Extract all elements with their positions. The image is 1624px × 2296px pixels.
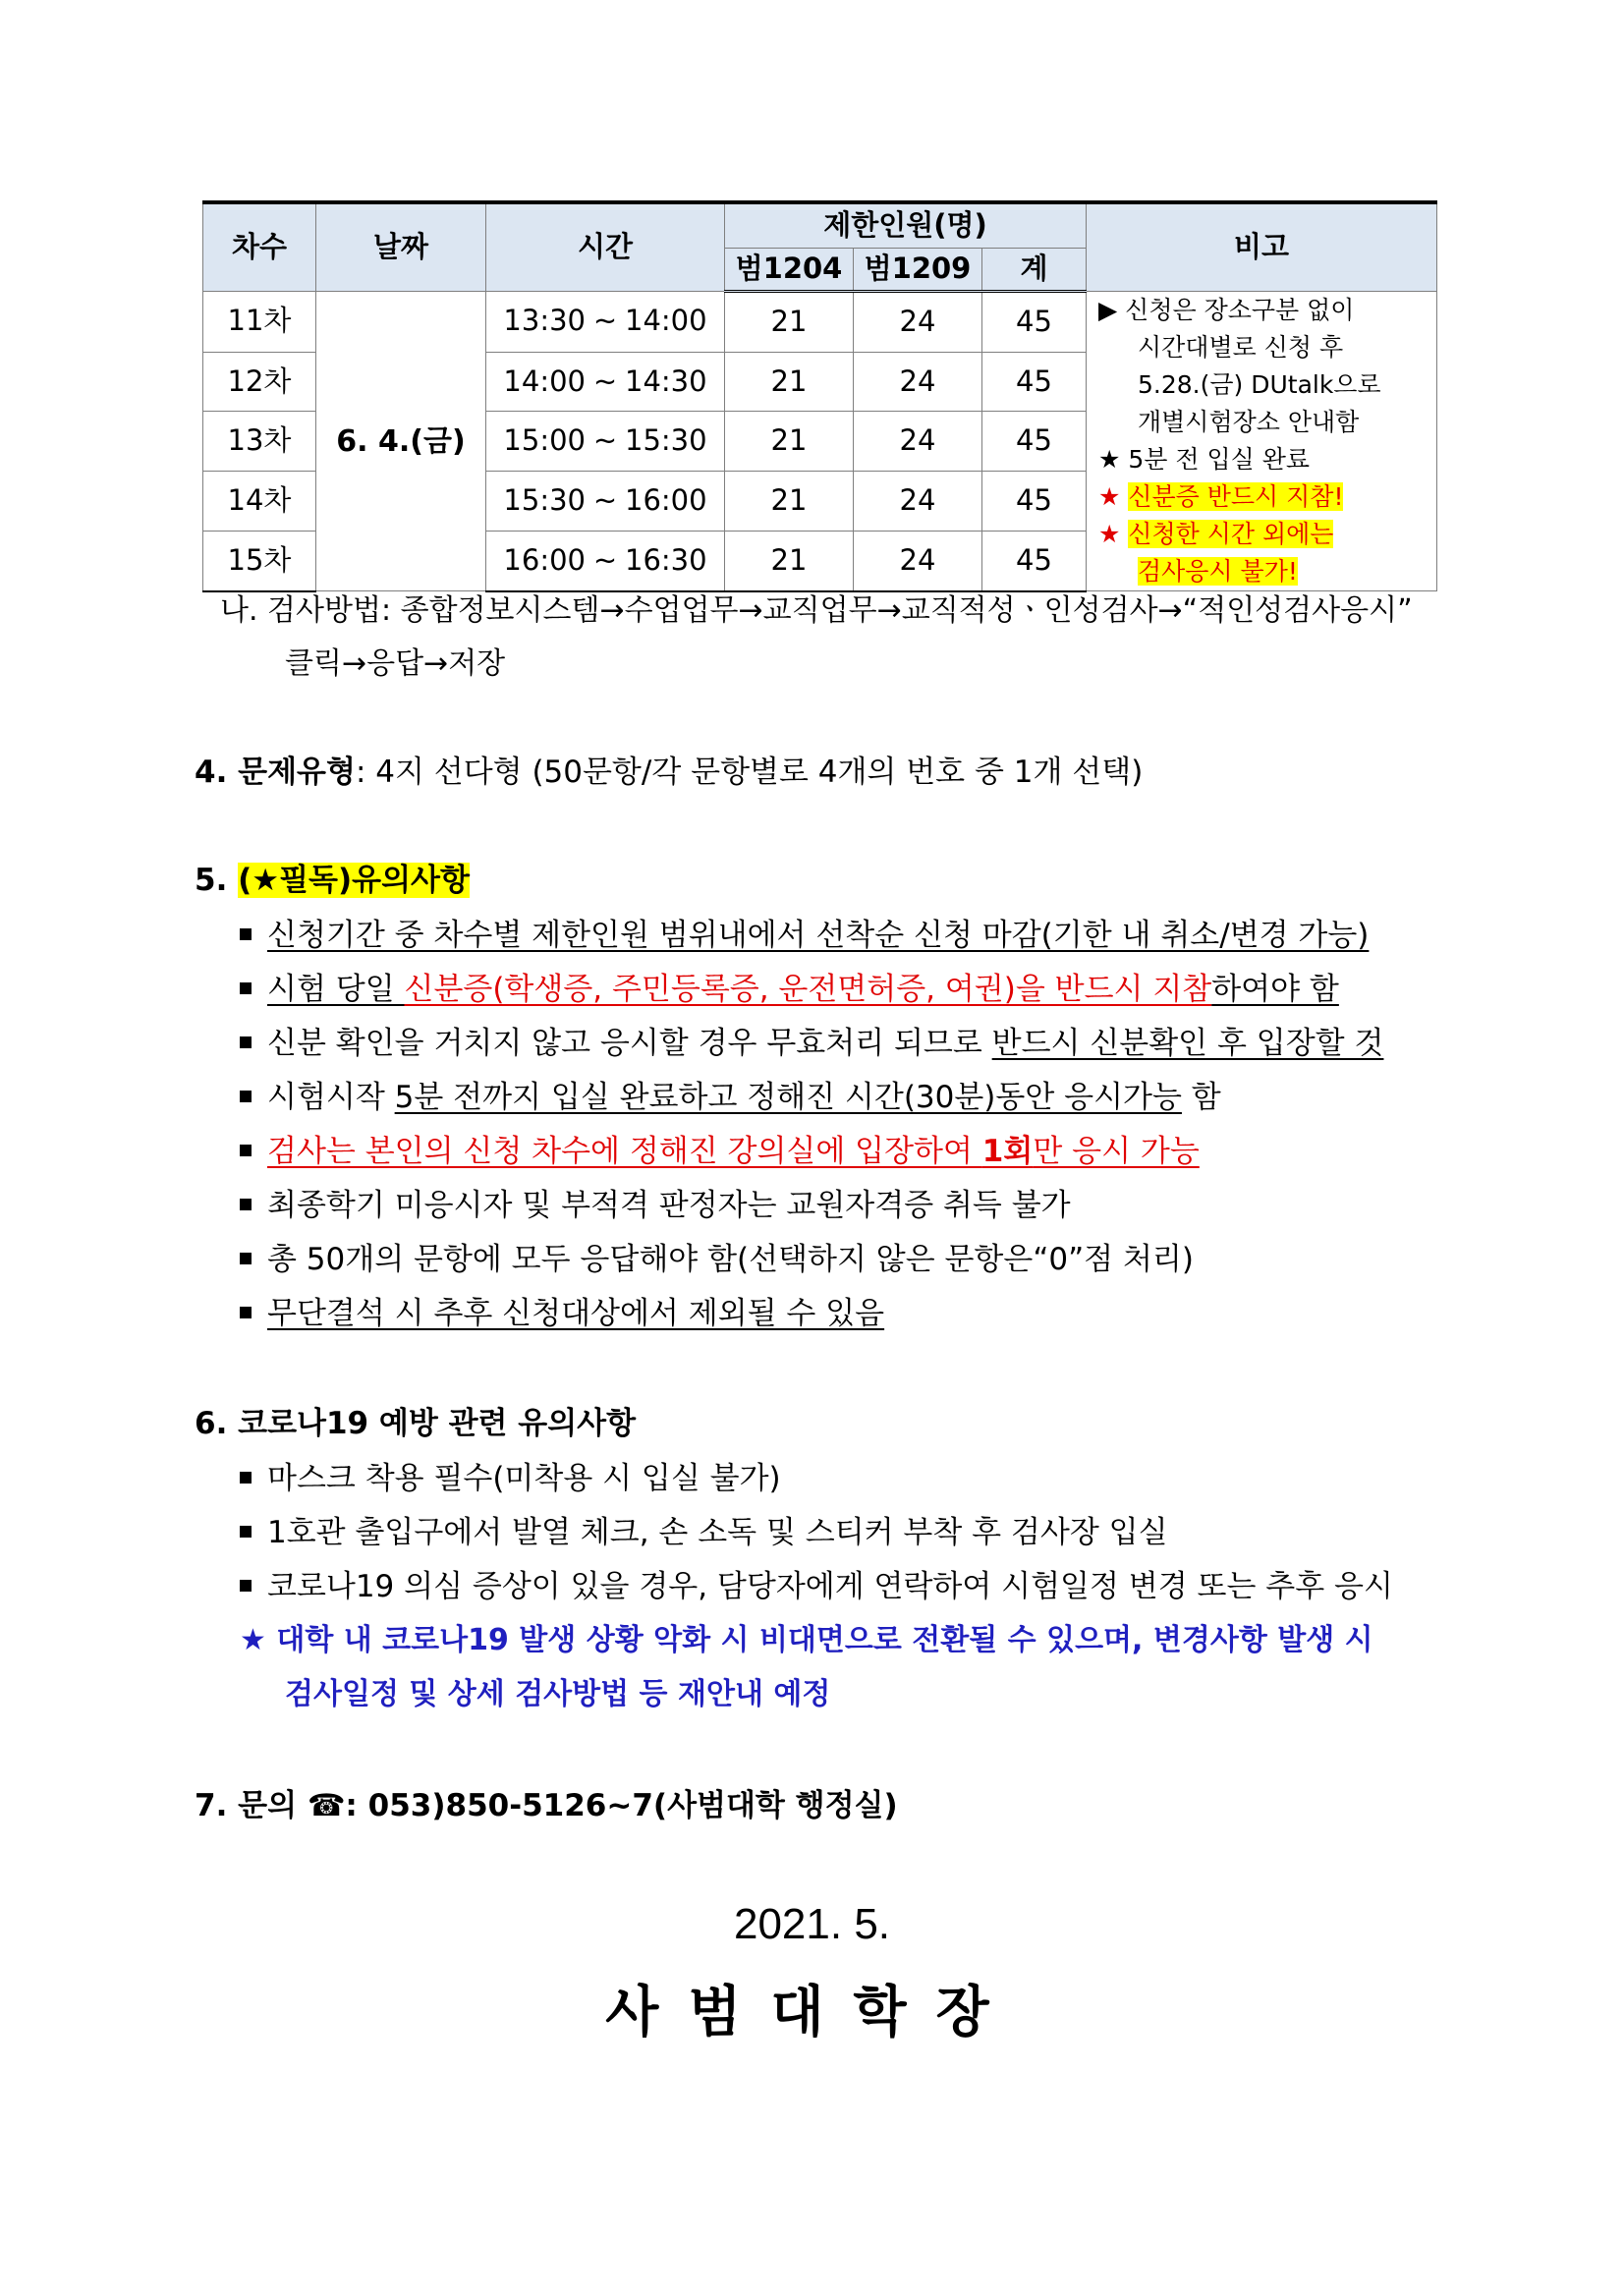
square-bullet-icon	[240, 1580, 252, 1592]
total-cell: 45	[982, 472, 1087, 532]
remark-line: ★ 신청한 시간 외에는	[1098, 520, 1334, 548]
room1-cell: 21	[725, 531, 854, 590]
section-4	[195, 755, 1143, 791]
room2-cell: 24	[854, 292, 982, 353]
square-bullet-icon	[240, 1199, 252, 1210]
time-cell: 13:30 ~ 14:00	[486, 292, 725, 353]
list-item: 최종학기 미응시자 및 부적격 판정자는 교원자격증 취득 불가	[240, 1188, 1071, 1224]
round-cell: 14차	[203, 472, 316, 532]
remark-line: 5.28.(금) DUtalk으로	[1138, 370, 1381, 399]
remark-line: ★ 신분증 반드시 지참!	[1098, 482, 1344, 511]
total-cell: 45	[982, 412, 1087, 472]
list-item: 신분 확인을 거치지 않고 응시할 경우 무효처리 되므로 반드시 신분확인 후 입장할 것	[240, 1026, 1383, 1062]
remark-line: 시간대별로 신청 후	[1138, 333, 1344, 362]
round-cell: 11차	[203, 292, 316, 353]
section-5-highlight: (★필독)유의사항	[238, 863, 470, 898]
remark-highlight: 신분증 반드시 지참!	[1128, 482, 1344, 511]
schedule-table	[202, 200, 1437, 592]
section-6-title: 6. 코로나19 예방 관련 유의사항	[195, 1406, 637, 1441]
square-bullet-icon	[240, 928, 252, 940]
header-time: 시간	[486, 202, 725, 292]
square-bullet-icon	[240, 1253, 252, 1264]
square-bullet-icon	[240, 1091, 252, 1102]
header-round: 차수	[203, 202, 316, 292]
remark-line: ▶ 신청은 장소구분 없이	[1098, 296, 1355, 324]
time-cell: 15:00 ~ 15:30	[486, 412, 725, 472]
room2-cell: 24	[854, 531, 982, 590]
square-bullet-icon	[240, 1307, 252, 1318]
remark-line: ★ 5분 전 입실 완료	[1098, 445, 1311, 474]
contact-line: 7. 문의 ☎: 053)850-5126~7(사범대학 행정실)	[195, 1788, 898, 1823]
header-total: 계	[982, 249, 1087, 292]
issue-date: 2021. 5.	[733, 1900, 891, 1948]
round-cell: 15차	[203, 531, 316, 590]
list-item: 검사는 본인의 신청 차수에 정해진 강의실에 입장하여 1회만 응시 가능	[240, 1134, 1200, 1170]
list-item: 총 50개의 문항에 모두 응답해야 함(선택하지 않은 문항은“0”점 처리)	[240, 1242, 1194, 1278]
remark-highlight: 신청한 시간 외에는	[1128, 520, 1334, 548]
star-icon: ★	[240, 1623, 277, 1657]
issuer-name: 사범대학장	[605, 1981, 1019, 2044]
room2-cell: 24	[854, 472, 982, 532]
table-row	[203, 292, 1437, 353]
room1-cell: 21	[725, 412, 854, 472]
time-cell: 14:00 ~ 14:30	[486, 352, 725, 412]
square-bullet-icon	[240, 1472, 252, 1484]
list-item: 신청기간 중 차수별 제한인원 범위내에서 선착순 신청 마감(기한 내 취소/변경 가능)	[240, 918, 1369, 954]
header-remarks: 비고	[1087, 202, 1437, 292]
square-bullet-icon	[240, 1526, 252, 1538]
list-item: 1호관 출입구에서 발열 체크, 손 소독 및 스티커 부착 후 검사장 입실	[240, 1515, 1168, 1551]
room1-cell: 21	[725, 472, 854, 532]
list-item: 마스크 착용 필수(미착용 시 입실 불가)	[240, 1461, 781, 1497]
table-header-row	[203, 202, 1437, 249]
square-bullet-icon	[240, 1036, 252, 1048]
time-cell: 16:00 ~ 16:30	[486, 531, 725, 590]
header-room-1209: 범1209	[854, 249, 982, 292]
remark-line	[1098, 553, 1430, 590]
round-cell: 13차	[203, 412, 316, 472]
list-item: 코로나19 의심 증상이 있을 경우, 담당자에게 연락하여 시험일정 변경 또는 추후 응시	[240, 1569, 1393, 1605]
remark-highlight: 검사응시 불가!	[1138, 557, 1298, 586]
total-cell: 45	[982, 531, 1087, 590]
square-bullet-icon	[240, 1145, 252, 1156]
list-item: 무단결석 시 추후 신청대상에서 제외될 수 있음	[240, 1296, 884, 1332]
section-4-title: 4. 문제유형	[195, 755, 356, 790]
room2-cell: 24	[854, 412, 982, 472]
remark-line: 개별시험장소 안내함	[1138, 408, 1360, 436]
method-line-1: 나. 검사방법: 종합정보시스템→수업업무→교직업무→교직적성ㆍ인성검사→“적인성검사응시”	[220, 593, 1413, 628]
total-cell: 45	[982, 352, 1087, 412]
room1-cell: 21	[725, 292, 854, 353]
remarks-cell	[1087, 292, 1437, 591]
square-bullet-icon	[240, 982, 252, 994]
header-capacity: 제한인원(명)	[725, 202, 1087, 249]
covid-notice-line-1: ★ 대학 내 코로나19 발생 상황 악화 시 비대면으로 전환될 수 있으며, 변경사항 발생 시	[240, 1623, 1373, 1657]
round-cell: 12차	[203, 352, 316, 412]
list-item: 시험시작 5분 전까지 입실 완료하고 정해진 시간(30분)동안 응시가능 함	[240, 1080, 1221, 1116]
room1-cell: 21	[725, 352, 854, 412]
header-date: 날짜	[316, 202, 486, 292]
section-5-title: 5. (★필독)유의사항	[195, 863, 470, 898]
total-cell: 45	[982, 292, 1087, 353]
time-cell: 15:30 ~ 16:00	[486, 472, 725, 532]
header-room-1204: 범1204	[725, 249, 854, 292]
section-4-text: : 4지 선다형 (50문항/각 문항별로 4개의 번호 중 1개 선택)	[355, 755, 1144, 790]
covid-notice-line-2: 검사일정 및 상세 검사방법 등 재안내 예정	[285, 1677, 831, 1711]
date-cell: 6. 4.(금)	[316, 292, 486, 591]
method-line-2: 클릭→응답→저장	[285, 646, 506, 681]
room2-cell: 24	[854, 352, 982, 412]
list-item: 시험 당일 신분증(학생증, 주민등록증, 운전면허증, 여권)을 반드시 지참하여야 함	[240, 972, 1339, 1008]
